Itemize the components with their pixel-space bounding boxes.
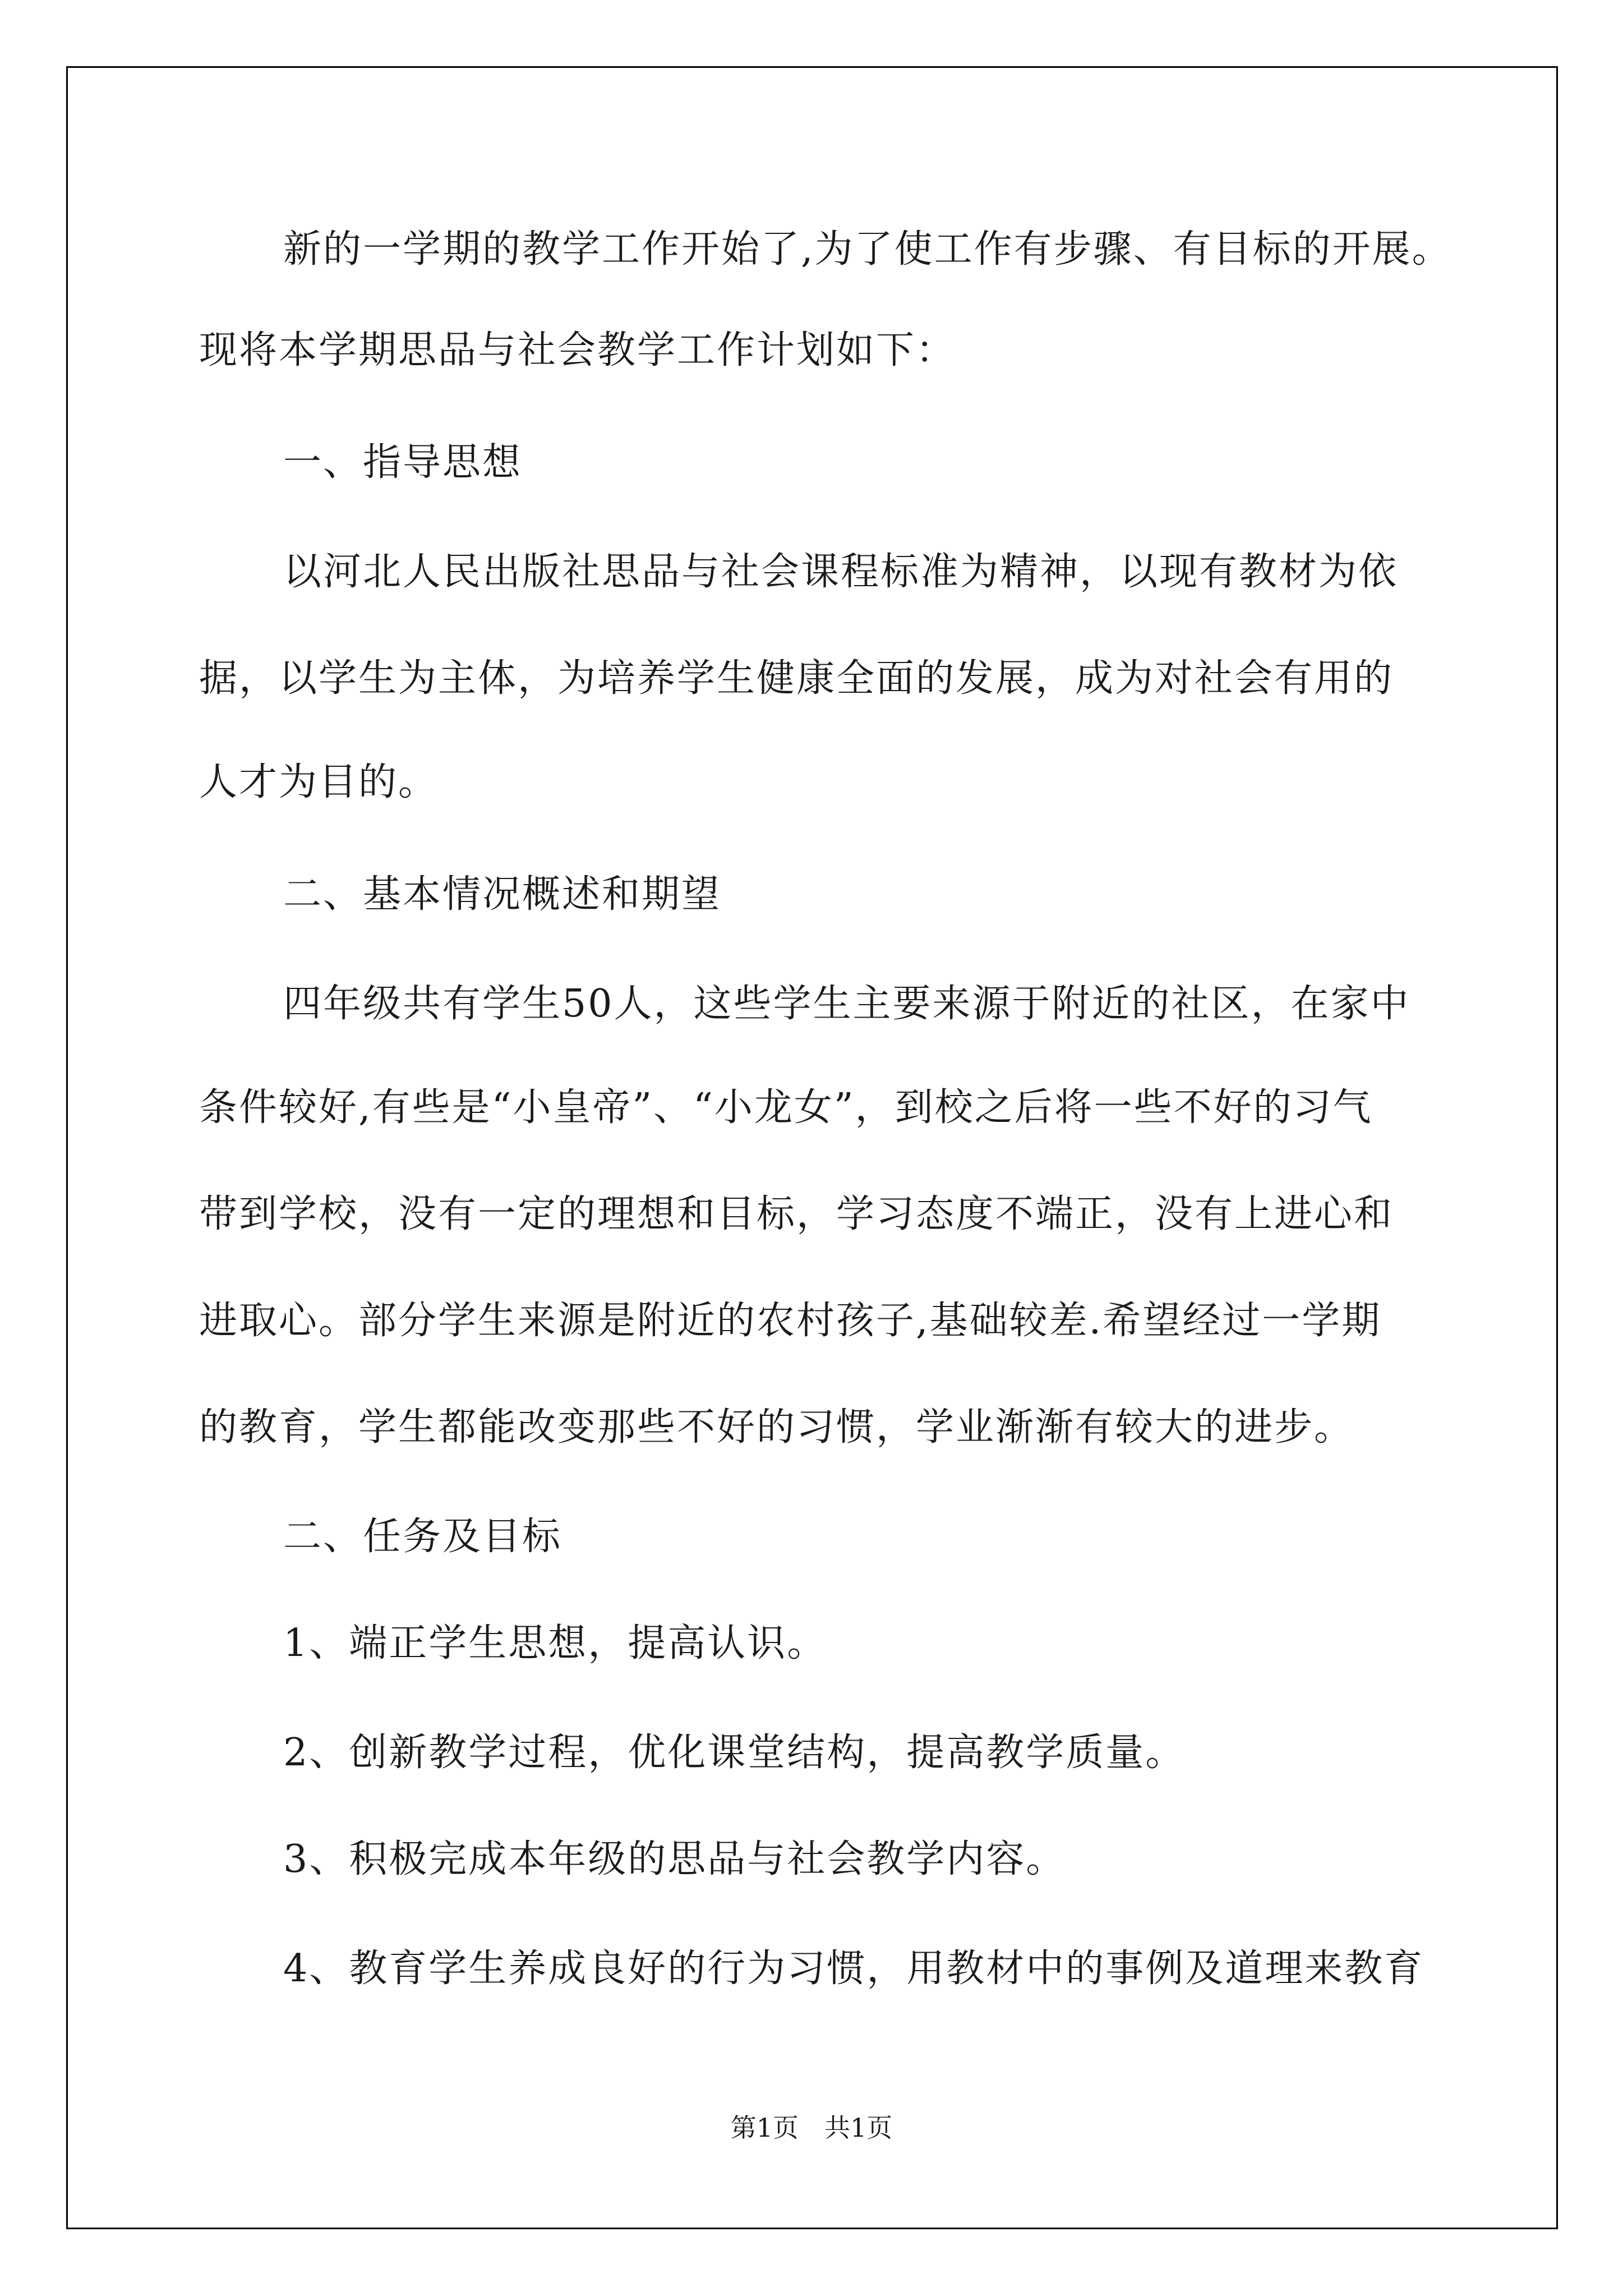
paragraph-guiding-line-1: 以河北人民出版社思品与社会课程标准为精神，以现有教材为依 (283, 550, 1399, 594)
page-footer: 第1页 共1页 (730, 2113, 893, 2143)
list-item-2: 2、创新教学过程，优化课堂结构，提高教学质量。 (283, 1731, 1186, 1775)
section-heading-basic-situation: 二、基本情况概述和期望 (283, 872, 722, 917)
paragraph-situation-line-5: 的教育，学生都能改变那些不好的习惯，学业渐渐有较大的进步。 (199, 1405, 1354, 1450)
paragraph-situation-line-4: 进取心。部分学生来源是附近的农村孩子,基础较差.希望经过一学期 (199, 1299, 1382, 1343)
paragraph-situation-line-2: 条件较好,有些是“小皇帝”、“小龙女”，到校之后将一些不好的习气 (199, 1085, 1373, 1130)
list-item-4: 4、教育学生养成良好的行为习惯，用教材中的事例及道理来教育 (283, 1947, 1424, 1991)
list-item-3: 3、积极完成本年级的思品与社会教学内容。 (283, 1837, 1066, 1881)
paragraph-guiding-line-2: 据，以学生为主体，为培养学生健康全面的发展，成为对社会有用的 (199, 656, 1394, 701)
paragraph-intro-line-1: 新的一学期的教学工作开始了,为了使工作有步骤、有目标的开展。 (283, 227, 1452, 272)
paragraph-situation-line-1: 四年级共有学生50人，这些学生主要来源于附近的社区，在家中 (283, 982, 1410, 1026)
list-item-1: 1、端正学生思想，提高认识。 (283, 1621, 827, 1665)
paragraph-intro-line-2: 现将本学期思品与社会教学工作计划如下： (199, 328, 956, 372)
paragraph-guiding-line-3: 人才为目的。 (199, 760, 439, 804)
section-heading-guiding-thought: 一、指导思想 (283, 440, 523, 485)
section-heading-tasks-goals: 二、任务及目标 (283, 1515, 562, 1559)
page-border (66, 66, 1558, 2229)
paragraph-situation-line-3: 带到学校，没有一定的理想和目标，学习态度不端正，没有上进心和 (199, 1192, 1394, 1236)
